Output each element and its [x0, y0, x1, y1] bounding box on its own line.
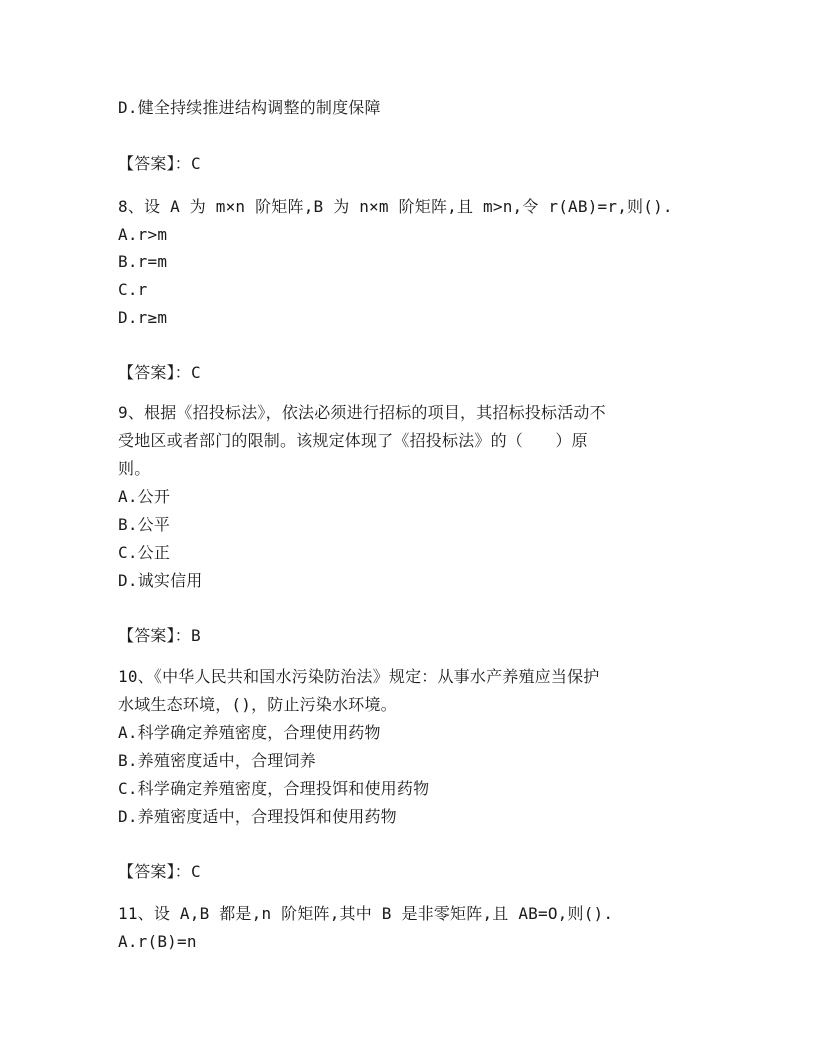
option-b-q8: B.r=m: [118, 252, 168, 271]
option-a-q8: A.r>m: [118, 225, 168, 244]
question-11: 11、设 A,B 都是,n 阶矩阵,其中 B 是非零矩阵,且 AB=O,则().: [118, 904, 614, 923]
question-8: 8、设 A 为 m×n 阶矩阵,B 为 n×m 阶矩阵,且 m>n,令 r(AB)=r,则().: [118, 197, 673, 216]
option-b-q9: B.公平: [118, 515, 171, 534]
option-d-q8: D.r≥m: [118, 308, 168, 327]
question-10-line-2: 水域生态环境，()，防止污染水环境。: [118, 695, 397, 714]
option-b-q10: B.养殖密度适中，合理饲养: [118, 751, 316, 770]
question-10-line-1: 10、《中华人民共和国水污染防治法》规定：从事水产养殖应当保护: [118, 667, 600, 686]
option-a-q10: A.科学确定养殖密度，合理使用药物: [118, 723, 381, 742]
option-c-q10: C.科学确定养殖密度，合理投饵和使用药物: [118, 779, 430, 798]
answer-q7: 【答案】：C: [118, 154, 201, 173]
option-d-q10: D.养殖密度适中，合理投饵和使用药物: [118, 807, 397, 826]
option-d-q7: D.健全持续推进结构调整的制度保障: [118, 98, 381, 117]
option-a-q9: A.公开: [118, 487, 171, 506]
question-9-line-1: 9、根据《招投标法》，依法必须进行招标的项目，其招标投标活动不: [118, 403, 606, 422]
question-9-line-3: 则。: [118, 459, 151, 478]
option-a-q11: A.r(B)=n: [118, 932, 197, 951]
answer-q9: 【答案】：B: [118, 626, 201, 645]
option-c-q8: C.r: [118, 280, 148, 299]
answer-q8: 【答案】：C: [118, 363, 201, 382]
answer-q10: 【答案】：C: [118, 862, 201, 881]
option-c-q9: C.公正: [118, 543, 171, 562]
question-9-line-2: 受地区或者部门的限制。该规定体现了《招投标法》的（ ）原: [118, 431, 588, 450]
option-d-q9: D.诚实信用: [118, 571, 203, 590]
